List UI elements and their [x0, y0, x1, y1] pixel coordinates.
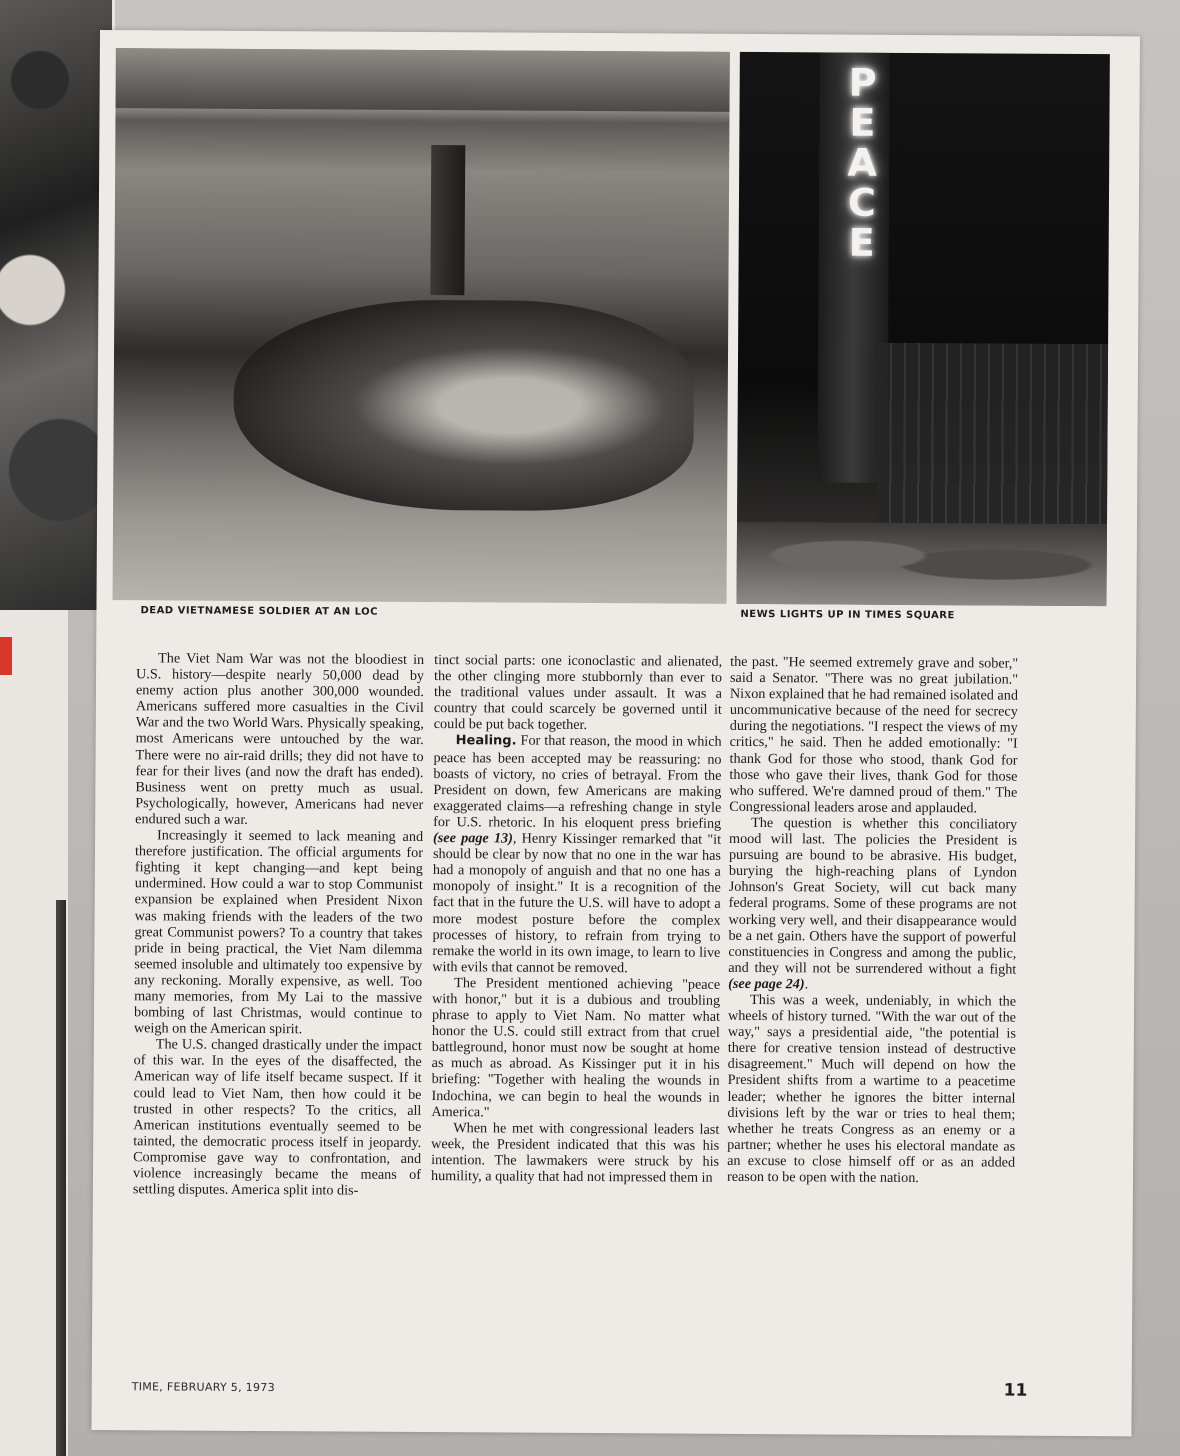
paragraph: This was a week, undeniably, in which the wheels of history turned. "With the war out of the way," says a presidential aide, "the potential is there for creative tension instead of destructive disagreement." Much will depend on how the President shifts from a wartime to a peacetime leader; whether he ignores the bitter internal divisions left by the war or tries to heal them; whether he treats Congress as an enemy or a partner; whether he uses his electoral mandate as an excuse to close himself off or as an added reason to be open with the nation.: [726, 991, 1017, 1187]
subhead-healing: Healing.: [455, 733, 517, 750]
article-column-1: [133, 650, 424, 1199]
paragraph: When he met with congressional leaders last week, the President indicated that this was his intention. The lawmakers were struck by his humility, a quality that had not impressed them in: [430, 1119, 720, 1186]
paragraph: The question is whether this conciliatory mood will last. The policies the President is pursuing are bound to be abrasive. His budget, burying the high-reaching plans of Lyndon Johnson's Great Society, will cut back many federal programs. Some of these programs are not working very well, and their disappearance would be a net gain. Others have the support of powerful constituencies in Congress and among the public, and they will not be surrendered without a fight (see page 24).: [728, 814, 1018, 993]
paragraph: The President mentioned achieving "peace with honor," but it is a dubious and troubling phrase to apply to Viet Nam. No matter what honor the U.S. could still extract from that cruel battleground, honor must now be sought at home as much as abroad. As Kissinger put it in his briefing: "Together with healing the wounds in Indochina, we can begin to heal the wounds in America.": [431, 975, 721, 1121]
photo-dead-soldier: [113, 48, 730, 604]
publication-footer: TIME, FEBRUARY 5, 1973: [131, 1380, 275, 1395]
paragraph: the past. "He seemed extremely grave and sober," said a Senator. "There was no great jubilation." Nixon explained that he had remained isolated and uncommunicative because of the need for secrecy during the negotiations. "I respect the views of my critics," he said. Then he added emotionally: "I thank God for those who stood, thank God for those who gave their lives, thank God for those who suffered. We're damned proud of them." The Congressional leaders arose and applauded.: [729, 653, 1019, 817]
paragraph-healing: Healing. For that reason, the mood in which peace has been accepted may be reassuring: no boasts of victory, no cries of betrayal. From the President on down, few Americans are making exaggerated claims—a refreshing change in style for U.S. rhetoric. In his eloquent press briefing (see page 13), Henry Kissinger remarked that "it should be clear by now that no one in the war has had a monopoly of anguish and that no one has a monopoly of insight." It is a recognition of the fact that in the future the U.S. will have to adopt a more modest posture before the complex processes of history, to refrain from trying to remake the world in its own image, to learn to live with evils that cannot be removed.: [432, 733, 722, 977]
caption-right: NEWS LIGHTS UP IN TIMES SQUARE: [740, 608, 955, 622]
page-number: 11: [1003, 1380, 1028, 1401]
photo-times-square: [737, 52, 1110, 606]
article-column-2: [431, 652, 722, 1186]
peace-sign: P E A C E: [847, 60, 878, 265]
paragraph: The U.S. changed drastically under the impact of this war. In the eyes of the disaffected, the American way of life itself became suspect. If it could lead to Viet Nam, then how could it be trusted in other respects? To the critics, all American institutions eventually seemed to be tainted, the democratic process itself in jeopardy. Compromise gave way to confrontation, and violence increasingly became the means of settling disputes. America split into dis-: [132, 1036, 422, 1199]
paragraph: Increasingly it seemed to lack meaning and therefore justification. The official arguments for fighting it kept changing—and kept being undermined. How could a war to stop Communist expansion be explained when President Nixon was making friends with the leaders of the two great Communist powers? To a country that takes pride in being practical, the Viet Nam dilemma seemed insoluble and ultimately too expensive by any reckoning. Morally expensive, as well. Too many memories, from My Lai to the massive bombing of last Christmas, would continue to weigh on the American spirit.: [133, 827, 424, 1038]
article-column-3: [727, 654, 1018, 1187]
page-reference: (see page 13): [433, 830, 513, 847]
page-gutter-shadow: [56, 900, 66, 1456]
paragraph: The Viet Nam War was not the bloodiest in U.S. history—despite nearly 50,000 dead by enemy action plus another 300,000 wounded. Americans suffered more casualties in the Civil War and the two World Wars. Physically speaking, most Americans were untouched by the war. There were no air-raid drills; they did not have to fear for their lives (and now the draft has ended). Business went on pretty much as usual. Psychologically, however, Americans had never endured such a war.: [135, 650, 425, 828]
caption-left: DEAD VIETNAMESE SOLDIER AT AN LOC: [140, 605, 378, 618]
magazine-page: [91, 30, 1140, 1436]
paragraph: tinct social parts: one iconoclastic and alienated, the other clinging more stubbornly than ever to the traditional values under assault. It was a country that could scarcely be governed until it could be put back together.: [433, 652, 723, 734]
page-reference: (see page 24): [728, 975, 805, 993]
red-page-tab: [0, 637, 12, 675]
